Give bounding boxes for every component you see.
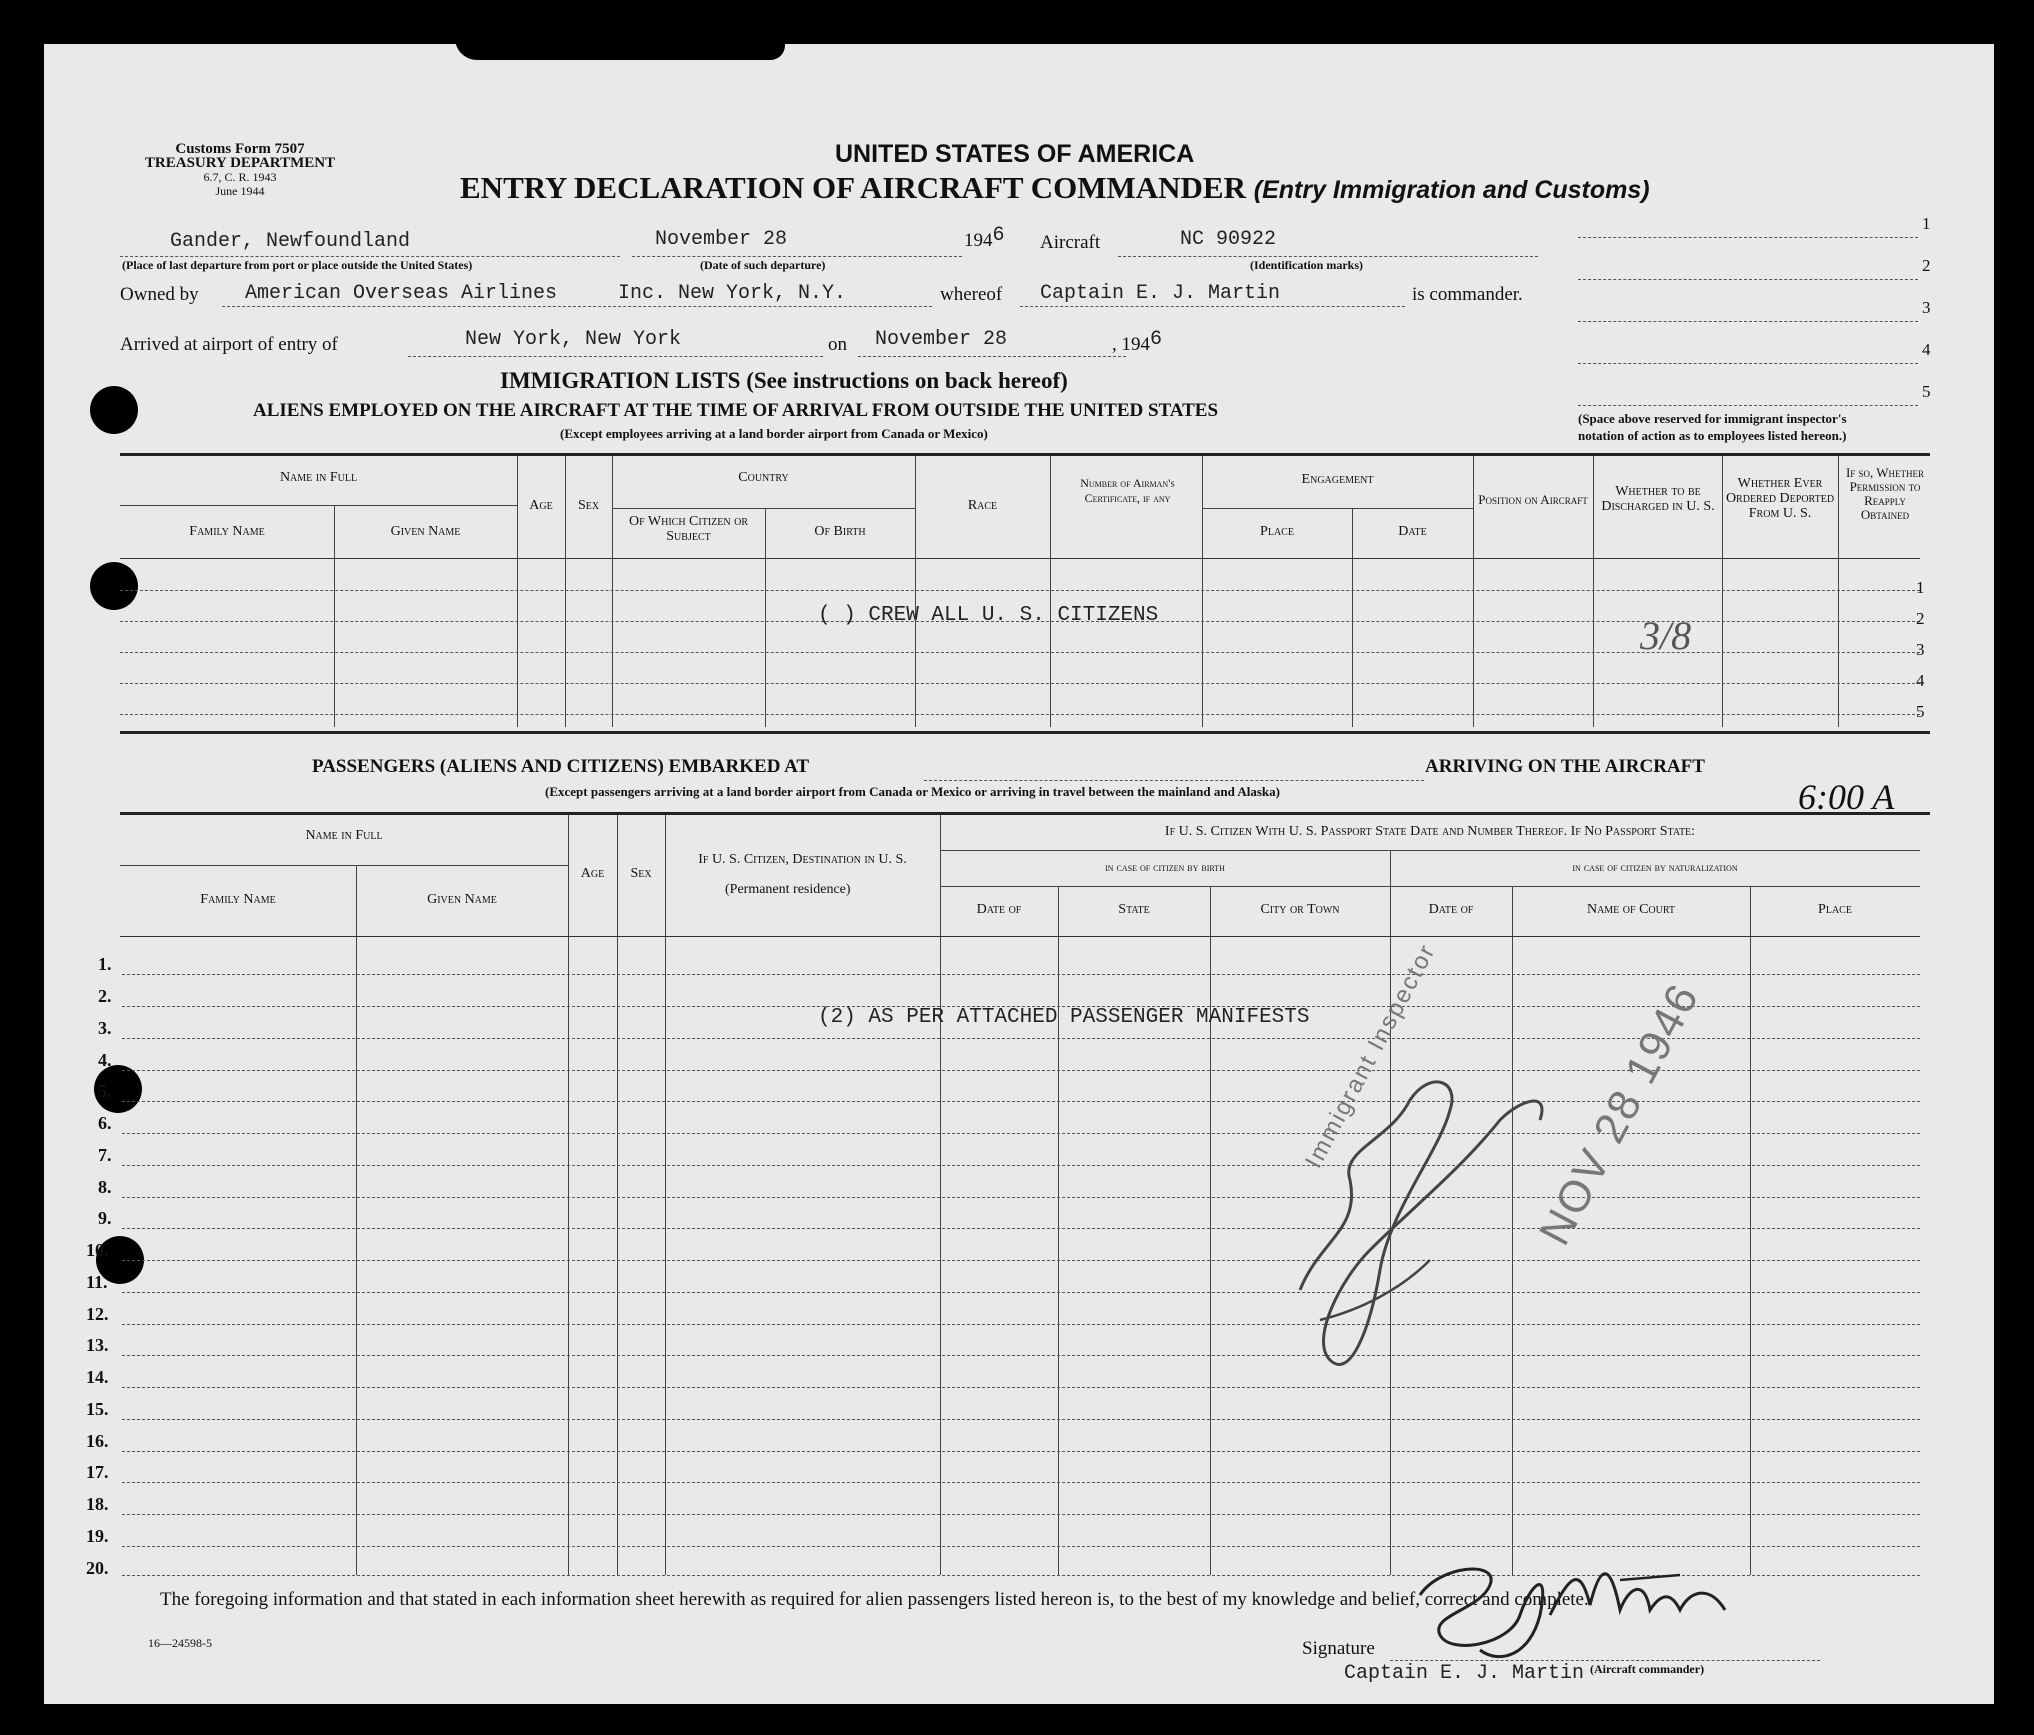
pax-row-number: 10. — [86, 1240, 109, 1260]
pax-row-number: 4. — [98, 1050, 112, 1070]
pax-row-line — [122, 1451, 1920, 1452]
pax-row-number: 13. — [86, 1335, 109, 1355]
form-number: Customs Form 7507 — [175, 141, 305, 157]
pax-row-line — [122, 1324, 1920, 1325]
col-family-name: Family Name — [189, 524, 265, 539]
passengers-title-right: ARRIVING ON THE AIRCRAFT — [1425, 756, 1705, 777]
col-divider — [940, 815, 941, 1575]
col-position: Position on Aircraft — [1478, 492, 1588, 507]
col-divider — [1473, 456, 1474, 727]
pax-row-number: 18. — [86, 1494, 109, 1514]
pax-row-number: 1. — [98, 954, 112, 974]
pax-row-number: 8. — [98, 1177, 112, 1197]
pax-row-number: 12. — [86, 1304, 109, 1324]
torn-notch — [455, 38, 785, 60]
col-divider — [568, 815, 569, 1575]
col-divider — [915, 456, 916, 727]
is-commander-label: is commander. — [1412, 284, 1523, 305]
owned-by-label: Owned by — [120, 284, 199, 305]
pax-col-date-of-birth: Date of — [976, 902, 1022, 917]
pax-row-number: 6. — [98, 1113, 112, 1133]
pax-row-line — [122, 1133, 1920, 1134]
commander-name: Captain E. J. Martin — [1040, 282, 1281, 305]
handwritten-arrival-time: 6:00 A — [1798, 777, 1895, 817]
pax-row-number: 3. — [98, 1018, 112, 1038]
stamp-date: NOV 28 1946 — [1530, 975, 1709, 1254]
table-bottom-rule — [120, 731, 1930, 734]
arrival-airport: New York, New York — [465, 328, 682, 351]
inspector-signature — [1280, 1060, 1580, 1390]
pax-row-line — [122, 1514, 1920, 1515]
pax-col-destination: If U. S. Citizen, Destination in U. S. — [698, 852, 907, 867]
col-of-birth: Of Birth — [814, 524, 866, 539]
col-divider — [1593, 456, 1594, 727]
col-citizen-of: Of Which Citizen or Subject — [628, 514, 748, 544]
subheader-rule — [1202, 508, 1473, 509]
aircraft-caption: (Identification marks) — [1250, 258, 1363, 272]
aircraft-label: Aircraft — [1040, 232, 1101, 253]
field-line — [1118, 256, 1538, 257]
field-line — [1020, 306, 1405, 307]
pax-row-number: 20. — [86, 1558, 109, 1578]
passenger-entry: (2) AS PER ATTACHED PASSENGER MANIFESTS — [818, 1006, 1310, 1029]
table-top-rule — [120, 453, 1930, 456]
col-divider — [517, 456, 518, 727]
immigration-title: IMMIGRATION LISTS (See instructions on back hereof) — [500, 368, 1068, 393]
pax-row-number: 11. — [86, 1272, 108, 1292]
col-divider — [612, 456, 613, 727]
col-divider — [1210, 886, 1211, 1575]
pax-row-line — [122, 1387, 1920, 1388]
pax-row-line — [122, 1292, 1920, 1293]
signer-typed-name: Captain E. J. Martin — [1344, 1662, 1585, 1685]
pax-col-age: Age — [580, 866, 605, 881]
print-code: 16—24598-5 — [148, 1636, 212, 1650]
col-divider — [665, 815, 666, 1575]
col-date: Date — [1398, 524, 1427, 539]
col-discharged: Whether to be Discharged in U. S. — [1601, 484, 1715, 514]
departure-place-caption: (Place of last departure from port or place outside the United States) — [122, 258, 473, 272]
col-divider — [565, 456, 566, 727]
pax-col-family-name: Family Name — [200, 892, 276, 907]
col-divider — [617, 815, 618, 1575]
note-line — [1578, 279, 1918, 280]
owner-name: American Overseas Airlines — [245, 282, 558, 305]
crew-row-number: 2 — [1916, 609, 1925, 628]
immigration-subtitle: ALIENS EMPLOYED ON THE AIRCRAFT AT THE TIME OF ARRIVAL FROM OUTSIDE THE UNITED STATES — [253, 400, 1219, 421]
year-suffix: 6 — [1150, 328, 1163, 351]
subheader-rule — [940, 850, 1920, 851]
note-line-number: 2 — [1922, 256, 1931, 275]
pax-row-number: 19. — [86, 1526, 109, 1546]
pax-col-date-of-naturalization: Date of — [1428, 902, 1474, 917]
subheader-rule — [940, 886, 1920, 887]
pax-row-number: 2. — [98, 986, 112, 1006]
pax-col-sex: Sex — [630, 866, 652, 881]
col-country: Country — [738, 470, 789, 485]
crew-row-number: 5 — [1916, 702, 1925, 721]
col-age: Age — [529, 498, 553, 513]
col-name-in-full: Name in Full — [279, 470, 358, 485]
pax-row-line — [122, 1197, 1920, 1198]
note-line-number: 3 — [1922, 298, 1931, 317]
col-given-name: Given Name — [390, 524, 461, 539]
pax-row-line — [122, 1165, 1920, 1166]
col-divider — [1750, 886, 1751, 1575]
subheader-rule — [120, 865, 568, 866]
col-divider — [356, 865, 357, 1575]
country-heading: UNITED STATES OF AMERICA — [835, 140, 1195, 168]
crew-row-number: 4 — [1916, 671, 1925, 690]
header-bottom-rule — [120, 558, 1920, 559]
col-divider — [1058, 886, 1059, 1575]
arrival-date: November 28 — [875, 328, 1008, 351]
stamp-role: Immigrant Inspector — [1300, 939, 1442, 1173]
note-line-number: 1 — [1922, 214, 1931, 233]
commander-signature — [1380, 1555, 1780, 1665]
pax-row-number: 15. — [86, 1399, 109, 1419]
notes-caption — [1578, 410, 1847, 444]
col-permission: If so, Whether Permission to Reapply Obtained — [1845, 465, 1925, 522]
note-line — [1578, 405, 1918, 406]
note-line — [1578, 363, 1918, 364]
col-divider — [1838, 456, 1839, 727]
pax-col-court: Name of Court — [1586, 902, 1676, 917]
pax-row-line — [122, 1482, 1920, 1483]
field-line — [858, 356, 1126, 357]
pax-col-by-birth: in case of citizen by birth — [1105, 860, 1225, 874]
passengers-note: (Except passengers arriving at a land border airport from Canada or Mexico or arriving in travel between the mainland and Alaska) — [545, 784, 1280, 799]
year-prefix: 194 — [964, 230, 993, 251]
col-divider — [1722, 456, 1723, 727]
pax-row-line — [122, 974, 1920, 975]
pax-table-top-rule — [120, 812, 1930, 815]
form-title — [460, 170, 1650, 206]
passengers-title-left: PASSENGERS (ALIENS AND CITIZENS) EMBARKED AT — [312, 756, 810, 777]
note-line — [1578, 237, 1918, 238]
pax-col-place: Place — [1818, 902, 1852, 917]
pax-row-number: 16. — [86, 1431, 109, 1451]
pax-header-bottom-rule — [120, 936, 1920, 937]
col-engagement: Engagement — [1301, 472, 1374, 487]
crew-entry: ( ) CREW ALL U. S. CITIZENS — [818, 604, 1159, 627]
field-line — [222, 306, 932, 307]
crew-row-line — [120, 683, 1920, 684]
pax-row-line — [122, 1419, 1920, 1420]
arrival-year — [1112, 328, 1163, 357]
note-line — [1578, 321, 1918, 322]
year-suffix: 6 — [992, 224, 1005, 247]
whereof-label: whereof — [940, 284, 1003, 305]
departure-date: November 28 — [655, 228, 788, 251]
col-divider — [1352, 508, 1353, 727]
field-line — [632, 256, 962, 257]
crew-row-number: 1 — [1916, 578, 1925, 597]
pax-row-number: 14. — [86, 1367, 109, 1387]
crew-row-line — [120, 714, 1920, 715]
declaration-text: The foregoing information and that stated in each information sheet herewith as required for alien passengers listed hereon is, to the best of my knowledge and belief, correct and complete. — [160, 1589, 1589, 1610]
signer-caption: (Aircraft commander) — [1590, 1662, 1705, 1676]
col-divider — [765, 508, 766, 727]
pax-row-line — [122, 1228, 1920, 1229]
note-line-number: 4 — [1922, 340, 1931, 359]
col-divider — [1202, 456, 1203, 727]
department: TREASURY DEPARTMENT — [144, 155, 336, 171]
form-date: June 1944 — [215, 184, 265, 198]
col-race: Race — [967, 498, 998, 513]
signature-label: Signature — [1302, 1638, 1375, 1659]
field-line — [120, 256, 620, 257]
arrived-label: Arrived at airport of entry of — [120, 334, 338, 355]
subheader-rule — [612, 508, 915, 509]
form-header-left — [110, 142, 370, 198]
notes-caption-line-1: (Space above reserved for immigrant inspector's — [1578, 411, 1847, 426]
handwritten-mark: 3/8 — [1640, 613, 1692, 658]
pax-row-line — [122, 1546, 1920, 1547]
pax-col-destination-note: (Permanent residence) — [725, 882, 851, 897]
pax-col-passport: If U. S. Citizen With U. S. Passport State Date and Number Thereof. If No Passport State: — [1164, 824, 1696, 839]
subheader-rule — [120, 505, 517, 506]
departure-place: Gander, Newfoundland — [170, 230, 411, 253]
departure-date-caption: (Date of such departure) — [700, 258, 826, 272]
crew-row-line — [120, 590, 1920, 591]
pax-col-name-in-full: Name in Full — [305, 828, 383, 843]
pax-col-state: State — [1118, 902, 1150, 917]
pax-row-number: 7. — [98, 1145, 112, 1165]
field-line — [408, 356, 823, 357]
pax-row-line — [122, 1355, 1920, 1356]
pax-col-by-naturalization: in case of citizen by naturalization — [1572, 860, 1738, 874]
col-place: Place — [1260, 524, 1294, 539]
regulation: 6.7, C. R. 1943 — [203, 170, 277, 184]
pax-row-number: 9. — [98, 1208, 112, 1228]
col-certificate: Number of Airman's Certificate, if any — [1080, 476, 1175, 505]
pax-col-given-name: Given Name — [427, 892, 497, 907]
pax-col-city: City or Town — [1260, 902, 1340, 917]
on-label: on — [828, 334, 847, 355]
col-deported: Whether Ever Ordered Deported From U. S. — [1725, 476, 1835, 521]
notes-caption-line-2: notation of action as to employees listed hereon.) — [1578, 428, 1847, 443]
crew-row-number: 3 — [1916, 640, 1925, 659]
field-line — [924, 780, 1424, 781]
form-title-sub: (Entry Immigration and Customs) — [1253, 176, 1650, 204]
pax-row-number: 17. — [86, 1462, 109, 1482]
aircraft-id: NC 90922 — [1180, 228, 1277, 251]
pax-row-line — [122, 1260, 1920, 1261]
departure-year — [964, 224, 1005, 253]
punch-hole — [90, 386, 138, 434]
immigration-note: (Except employees arriving at a land border airport from Canada or Mexico) — [560, 426, 988, 441]
owner-address: Inc. New York, N.Y. — [618, 282, 847, 305]
year-prefix: , 194 — [1112, 334, 1150, 355]
punch-hole — [90, 562, 138, 610]
col-sex: Sex — [577, 498, 600, 513]
form-title-main: ENTRY DECLARATION OF AIRCRAFT COMMANDER — [460, 170, 1246, 205]
col-divider — [1050, 456, 1051, 727]
note-line-number: 5 — [1922, 382, 1931, 401]
pax-row-number: 5. — [98, 1081, 112, 1101]
